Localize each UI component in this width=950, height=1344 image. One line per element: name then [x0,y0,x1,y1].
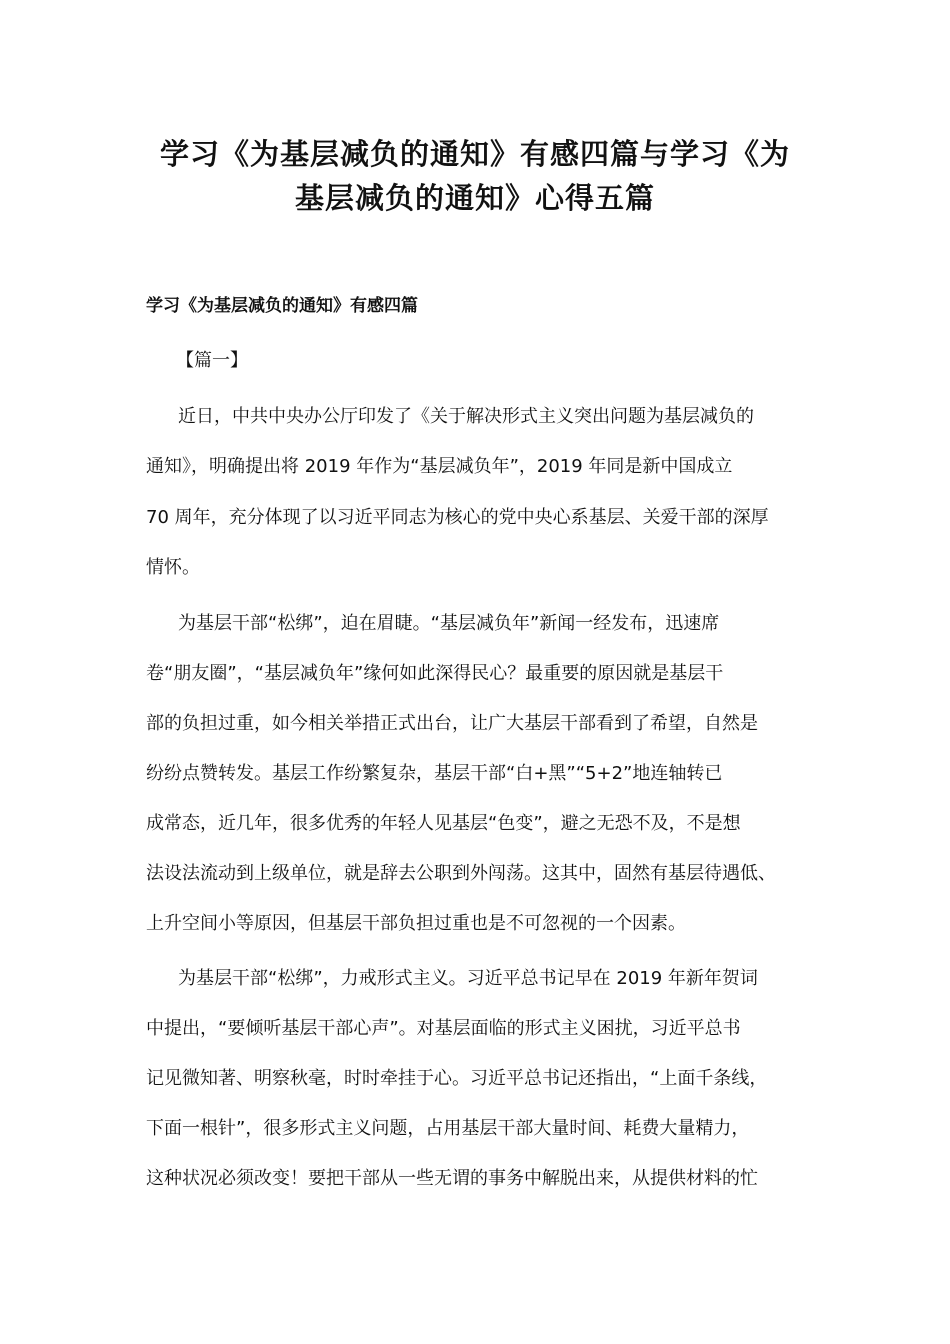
paragraph-3-line-2: 中提出，“要倾听基层干部心声”。对基层面临的形式主义困扰，习近平总书 [146,1018,741,1039]
paragraph-3-line-3: 记见微知著、明察秋毫，时时牵挂于心。习近平总书记还指出，“上面千条线， [146,1068,768,1089]
paragraph-1-line-2: 通知》，明确提出将 2019 年作为“基层减负年”，2019 年同是新中国成立 [146,456,733,477]
document-title-line-1: 学习《为基层减负的通知》有感四篇与学习《为 [159,137,790,171]
paragraph-3-line-4: 下面一根针”，很多形式主义问题，占用基层干部大量时间、耗费大量精力， [146,1118,750,1139]
paragraph-2-line-1: 为基层干部“松绑”，迫在眉睫。“基层减负年”新闻一经发布，迅速席 [178,613,720,634]
paragraph-3-line-5: 这种状况必须改变！要把干部从一些无谓的事务中解脱出来，从提供材料的忙 [146,1168,758,1189]
paragraph-1-line-1: 近日，中共中央办公厅印发了《关于解决形式主义突出问题为基层减负的 [178,406,754,427]
paragraph-1-line-4: 情怀。 [146,557,200,578]
paragraph-3-line-1: 为基层干部“松绑”，力戒形式主义。习近平总书记早在 2019 年新年贺词 [178,968,758,989]
paragraph-2-line-3: 部的负担过重，如今相关举措正式出台，让广大基层干部看到了希望，自然是 [146,713,758,734]
document-title [120,132,830,220]
paragraph-2-line-7: 上升空间小等原因，但基层干部负担过重也是不可忽视的一个因素。 [146,913,686,934]
part-label: 【篇一】 [176,350,248,371]
document-title-line-2: 基层减负的通知》心得五篇 [294,181,655,215]
paragraph-2-line-2: 卷“朋友圈”，“基层减负年”缘何如此深得民心？最重要的原因就是基层干 [146,663,724,684]
paragraph-1-line-3: 70 周年，充分体现了以习近平同志为核心的党中央心系基层、关爱干部的深厚 [146,507,769,528]
paragraph-2-line-6: 法设法流动到上级单位，就是辞去公职到外闯荡。这其中，固然有基层待遇低、 [146,863,776,884]
paragraph-2-line-5: 成常态，近几年，很多优秀的年轻人见基层“色变”，避之无恐不及，不是想 [146,813,741,834]
section-heading: 学习《为基层减负的通知》有感四篇 [146,296,418,316]
paragraph-2-line-4: 纷纷点赞转发。基层工作纷繁复杂，基层干部“白+黑”“5+2”地连轴转已 [146,763,723,784]
